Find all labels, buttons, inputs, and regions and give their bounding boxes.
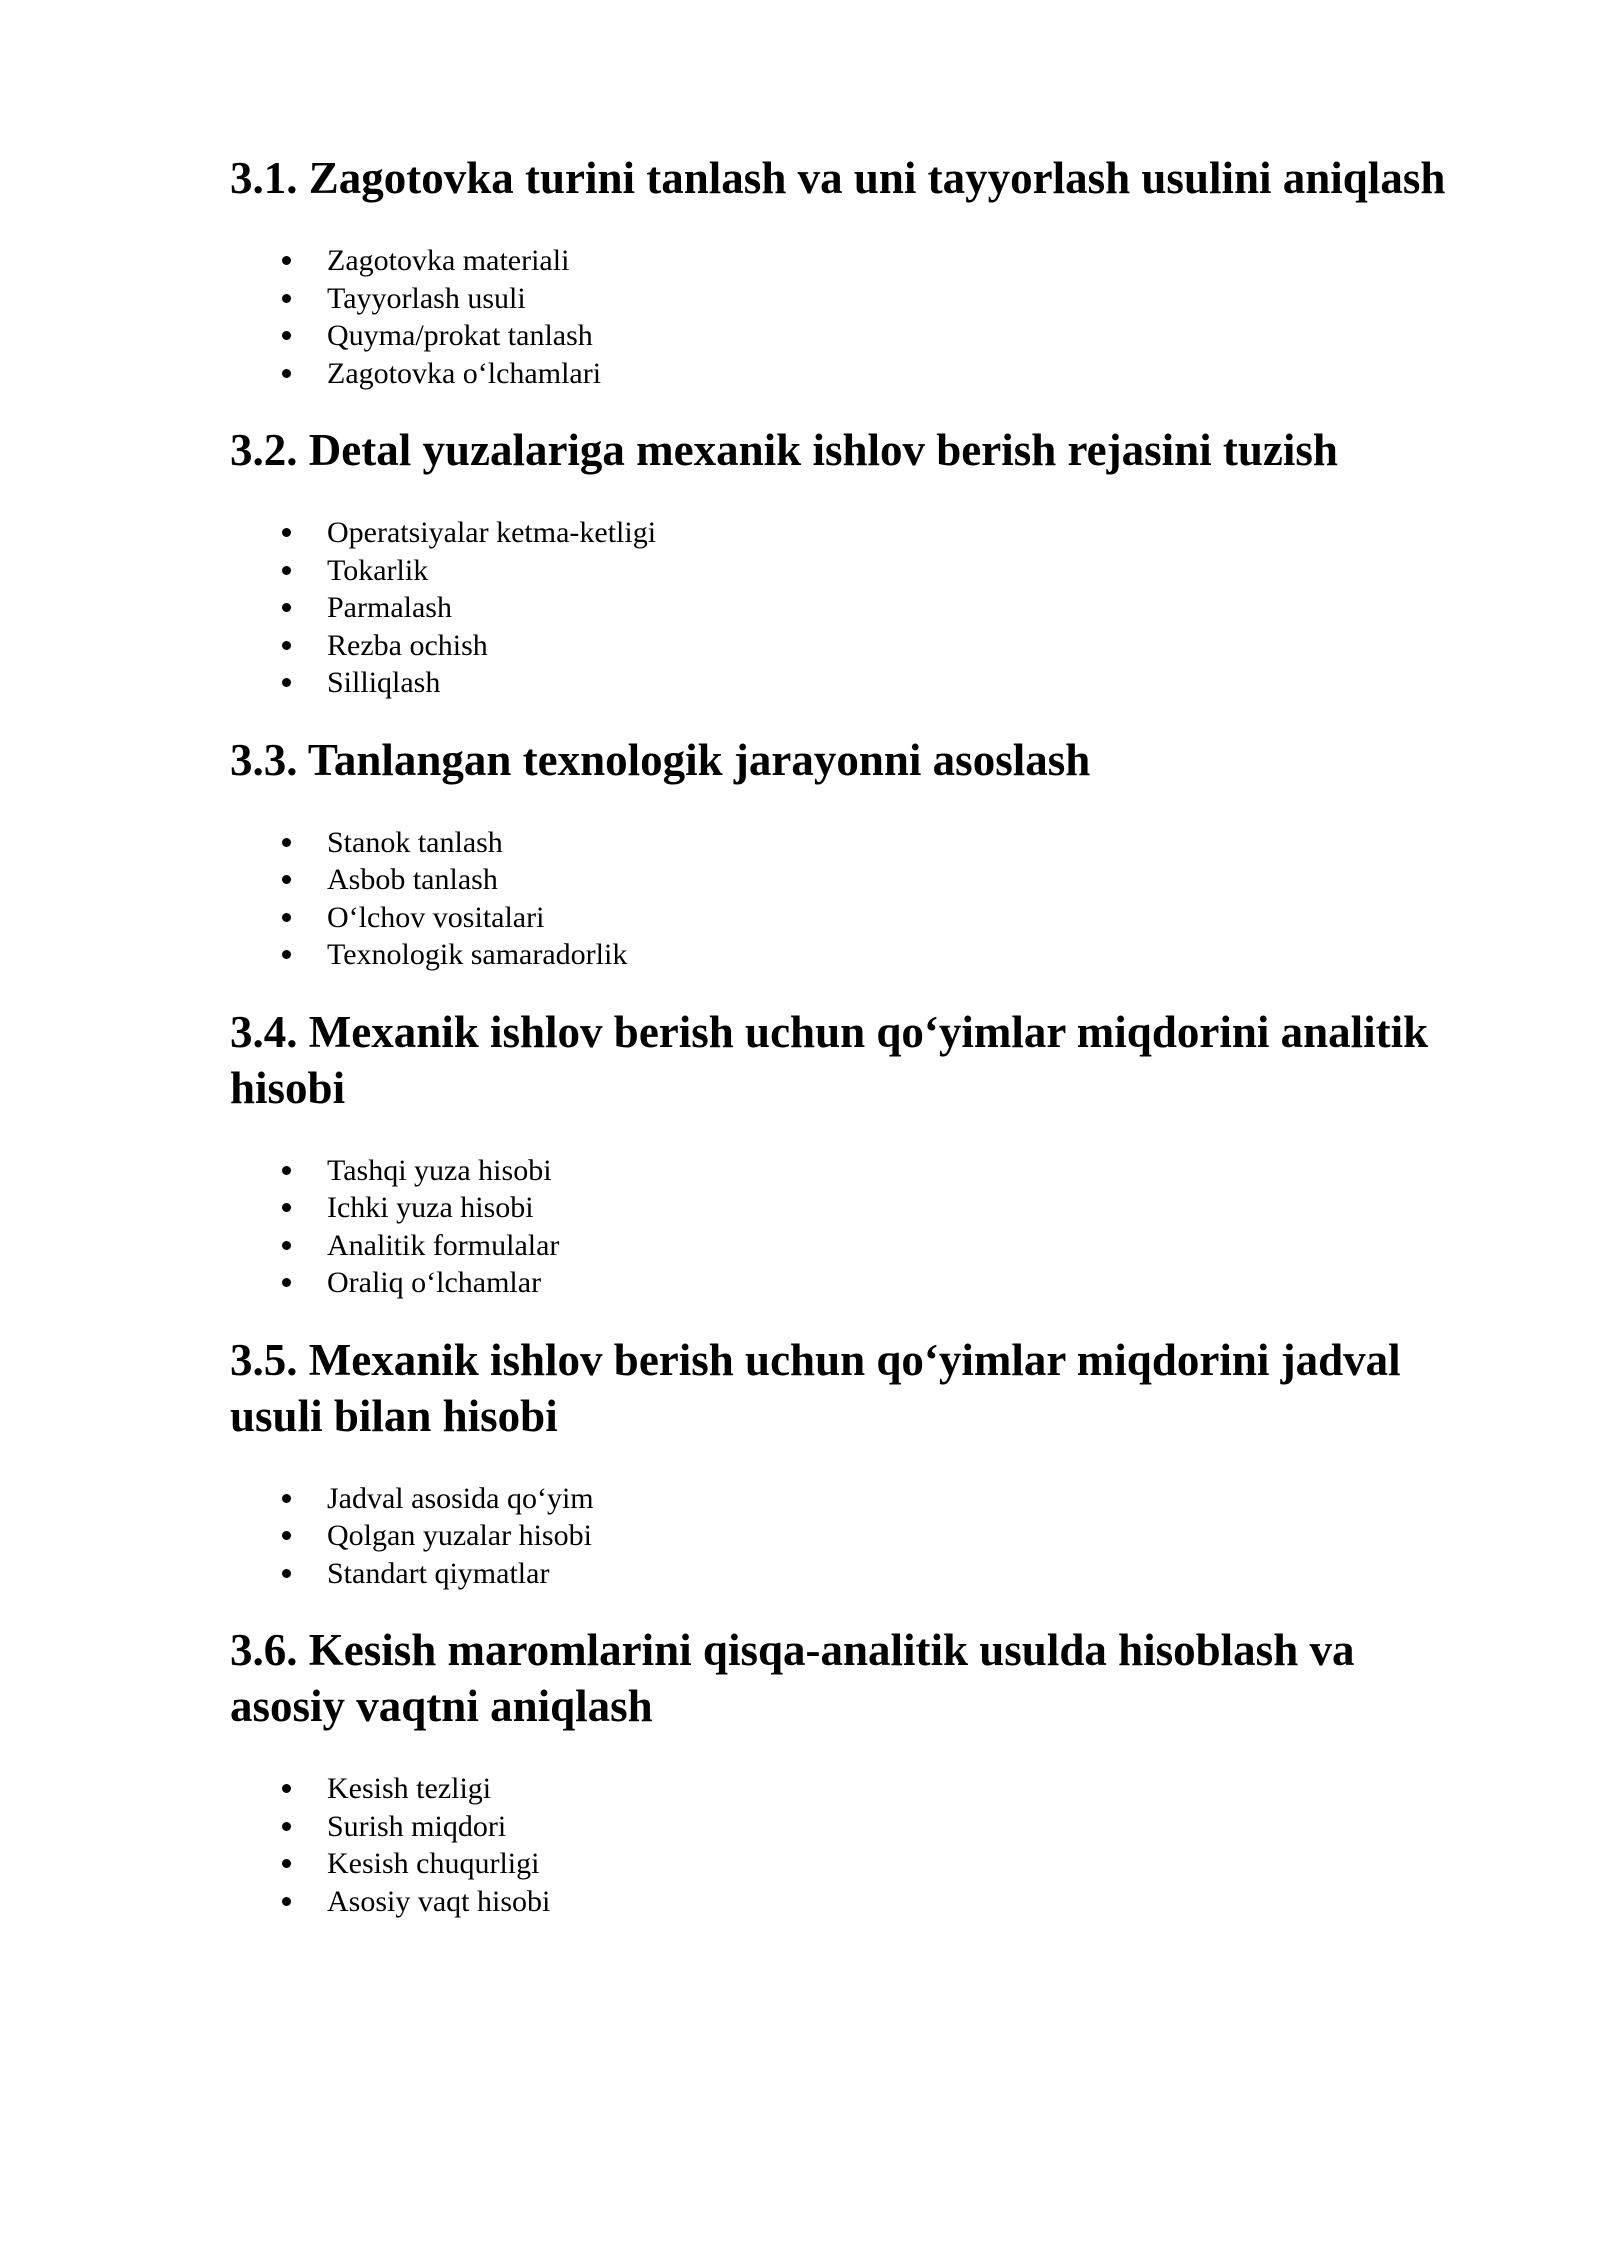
bullet-list (230, 1152, 1470, 1302)
list-item-text: Ichki yuza hisobi (327, 1191, 534, 1224)
list-item (230, 1808, 1470, 1846)
list-item (230, 1555, 1470, 1593)
bullet-icon (282, 1569, 291, 1578)
section-heading: 3.4. Mexanik ishlov berish uchun qo‘yimlar miqdorini analitik hisobi (230, 1006, 1429, 1113)
list-item-text: Rezba ochish (327, 628, 488, 662)
section-heading: 3.2. Detal yuzalariga mexanik ishlov berish rejasini tuzish (230, 425, 1338, 475)
bullet-icon (282, 1897, 291, 1906)
bullet-icon (282, 1822, 291, 1831)
section-3-5 (230, 1332, 1470, 1593)
list-item-text: Silliqlash (327, 666, 441, 699)
section-heading: 3.1. Zagotovka turini tanlash va uni tayyorlash usulini aniqlash (230, 153, 1446, 203)
bullet-list (230, 1770, 1470, 1920)
list-item-text: Stanok tanlash (327, 825, 503, 859)
list-item (230, 824, 1470, 862)
list-item-text: Tayyorlash usuli (327, 281, 526, 315)
bullet-icon (282, 603, 291, 612)
bullet-icon (282, 528, 291, 537)
list-item (230, 1883, 1470, 1921)
list-item (230, 1227, 1470, 1265)
list-item-text: Kesish tezligi (327, 1772, 492, 1805)
bullet-icon (282, 1494, 291, 1503)
section-3-3 (230, 732, 1470, 974)
list-item-text: Zagotovka o‘lchamlari (327, 356, 602, 390)
bullet-icon (282, 566, 291, 575)
list-item-text: Surish miqdori (327, 1809, 507, 1843)
list-item-text: Kesish chuqurligi (327, 1847, 540, 1880)
list-item-text: Tokarlik (327, 553, 429, 587)
bullet-icon (282, 294, 291, 303)
list-item-text: Analitik formulalar (327, 1228, 560, 1262)
list-item-text: Asosiy vaqt hisobi (327, 1884, 551, 1918)
section-3-4 (230, 1004, 1470, 1302)
list-item (230, 1480, 1470, 1518)
bullet-icon (282, 641, 291, 650)
section-heading: 3.6. Kesish maromlarini qisqa-analitik usulda hisoblash va asosiy vaqtni aniqlash (230, 1625, 1355, 1731)
list-item-text: Qolgan yuzalar hisobi (327, 1519, 592, 1552)
list-item-text: Quyma/prokat tanlash (327, 319, 593, 352)
list-item (230, 1517, 1470, 1555)
list-item-text: Parmalash (327, 591, 452, 624)
list-item-text: Operatsiyalar ketma-ketligi (327, 516, 657, 549)
list-item (230, 242, 1470, 280)
list-item-text: Zagotovka materiali (327, 244, 570, 277)
list-item (230, 899, 1470, 937)
bullet-icon (282, 1203, 291, 1212)
list-item-text: O‘lchov vositalari (327, 900, 545, 934)
bullet-icon (282, 1241, 291, 1250)
list-item (230, 627, 1470, 665)
section-3-6 (230, 1622, 1470, 1920)
list-item-text: Oraliq o‘lchamlar (327, 1266, 542, 1299)
list-item (230, 1845, 1470, 1883)
list-item (230, 280, 1470, 318)
list-item (230, 664, 1470, 702)
section-3-1 (230, 150, 1470, 392)
bullet-icon (282, 256, 291, 265)
bullet-icon (282, 875, 291, 884)
list-item (230, 1264, 1470, 1302)
list-item (230, 589, 1470, 627)
list-item (230, 355, 1470, 393)
list-item (230, 936, 1470, 974)
section-heading: 3.3. Tanlangan texnologik jarayonni asoslash (230, 734, 1091, 785)
bullet-list (230, 514, 1470, 702)
list-item (230, 514, 1470, 552)
bullet-icon (282, 1531, 291, 1540)
bullet-icon (282, 1166, 291, 1175)
bullet-icon (282, 678, 291, 687)
section-3-2 (230, 422, 1470, 702)
list-item (230, 861, 1470, 899)
bullet-list (230, 1480, 1470, 1593)
bullet-list (230, 242, 1470, 392)
bullet-icon (282, 838, 291, 847)
bullet-icon (282, 1784, 291, 1793)
bullet-icon (282, 1278, 291, 1287)
bullet-icon (282, 950, 291, 959)
list-item (230, 1770, 1470, 1808)
list-item (230, 1189, 1470, 1227)
bullet-icon (282, 913, 291, 922)
bullet-icon (282, 369, 291, 378)
list-item-text: Asbob tanlash (327, 863, 498, 896)
list-item (230, 1152, 1470, 1190)
list-item-text: Jadval asosida qo‘yim (327, 1481, 594, 1515)
list-item-text: Standart qiymatlar (327, 1556, 550, 1590)
document-page (230, 150, 1470, 1950)
bullet-icon (282, 1859, 291, 1868)
list-item (230, 317, 1470, 355)
bullet-icon (282, 331, 291, 340)
list-item (230, 552, 1470, 590)
section-heading: 3.5. Mexanik ishlov berish uchun qo‘yimlar miqdorini jadval usuli bilan hisobi (230, 1334, 1401, 1441)
bullet-list (230, 824, 1470, 974)
list-item-text: Texnologik samaradorlik (327, 938, 628, 971)
list-item-text: Tashqi yuza hisobi (327, 1153, 552, 1187)
